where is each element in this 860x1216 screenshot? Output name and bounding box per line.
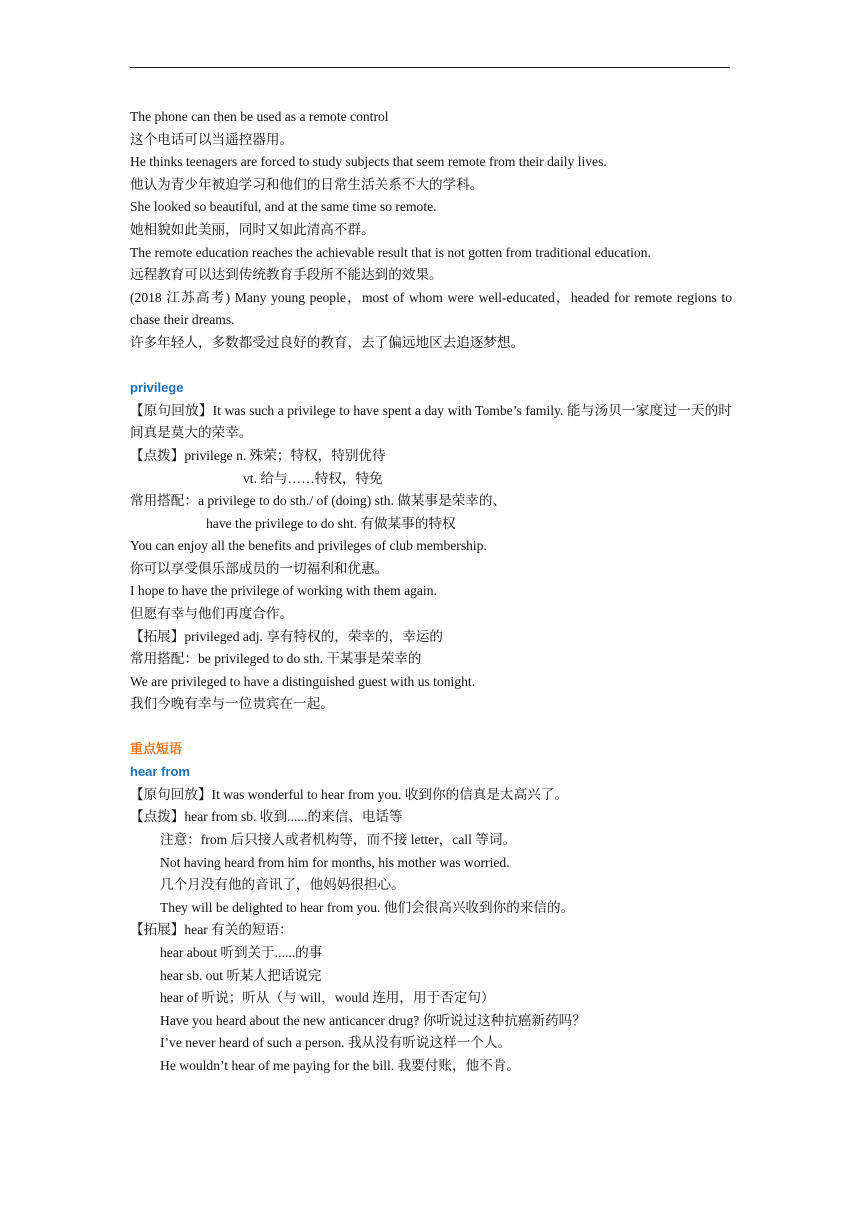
text-line: She looked so beautiful, and at the same time so remote. [130, 199, 437, 215]
text-line: He thinks teenagers are forced to study subjects that seem remote from their daily lives. [130, 154, 607, 170]
text-line: 他认为青少年被迫学习和他们的日常生活关系不大的学科。 [130, 176, 484, 192]
header-rule [130, 67, 730, 68]
example-line: We are privileged to have a distinguished guest with us tonight. [130, 673, 476, 689]
keyword-heading: hear from [130, 764, 190, 780]
tip-detail: Not having heard from him for months, his mother was worried. [160, 854, 510, 870]
text-line: The phone can then be used as a remote control [130, 109, 389, 124]
example-line: 但愿有幸与他们再度合作。 [130, 606, 294, 622]
text-line: 她相貌如此美丽，同时又如此清高不群。 [130, 221, 375, 237]
collocation-line: have the privilege to do sht. 有做某事的特权 [206, 515, 456, 531]
document-body [130, 106, 732, 1078]
extension-detail: hear about 听到关于......的事 [160, 944, 323, 960]
section-title: 重点短语 [130, 741, 183, 757]
example-line: You can enjoy all the benefits and privileges of club membership. [130, 538, 487, 554]
extension-detail: Have you heard about the new anticancer drug? 你听说过这种抗癌新药吗？ [160, 1012, 586, 1028]
text-line: The remote education reaches the achievable result that is not gotten from traditional education. [130, 244, 651, 260]
original-sentence: 【原句回放】It was such a privilege to have spent a day with Tombe’s family. 能与汤贝一家度过一天的时间真是莫大的荣幸。 [130, 402, 732, 441]
extension-detail: He wouldn’t hear of me paying for the bill. 我要付账，他不肯。 [160, 1057, 520, 1073]
tip-detail: 注意：from 后只接人或者机构等，而不接 letter，call 等词。 [160, 832, 517, 847]
tip-line: 【点拨】hear from sb. 收到......的来信、电话等 [130, 809, 403, 825]
extension-line: 【拓展】hear 有关的短语： [130, 922, 293, 938]
text-line: 远程教育可以达到传统教育手段所不能达到的效果。 [130, 267, 443, 283]
extension-line: 【拓展】privileged adj. 享有特权的，荣幸的，幸运的 [130, 628, 444, 644]
gaokao-translation: 许多年轻人，多数都受过良好的教育，去了偏远地区去追逐梦想。 [130, 334, 525, 350]
text-line: 这个电话可以当遥控器用。 [130, 131, 294, 147]
gaokao-example: (2018 江苏高考) Many young people，most of whom were well-educated，headed for remote regions to chase their dreams. [130, 289, 732, 328]
tip-line: vt. 给与……特权，特免 [243, 470, 383, 486]
tip-detail: 几个月没有他的音讯了，他妈妈很担心。 [160, 877, 405, 893]
collocation-line: 常用搭配：a privilege to do sth./ of (doing) sth. 做某事是荣幸的、 [130, 493, 507, 509]
extension-detail: hear sb. out 听某人把话说完 [160, 967, 322, 983]
extension-collocation: 常用搭配：be privileged to do sth. 干某事是荣幸的 [130, 651, 422, 667]
keyword-heading: privilege [130, 380, 184, 396]
example-line: 你可以享受俱乐部成员的一切福利和优惠。 [130, 560, 389, 576]
extension-detail: I’ve never heard of such a person. 我从没有听说这样一个人。 [160, 1035, 512, 1051]
extension-detail: hear of 听说；听从（与 will，would 连用，用于否定句） [160, 990, 495, 1006]
example-line: I hope to have the privilege of working with them again. [130, 583, 437, 599]
original-sentence: 【原句回放】It was wonderful to hear from you. 收到你的信真是太高兴了。 [130, 786, 568, 802]
tip-detail: They will be delighted to hear from you. 他们会很高兴收到你的来信的。 [160, 899, 575, 915]
example-line: 我们今晚有幸与一位贵宾在一起。 [130, 696, 334, 712]
tip-line: 【点拨】privilege n. 殊荣；特权，特别优待 [130, 447, 386, 463]
